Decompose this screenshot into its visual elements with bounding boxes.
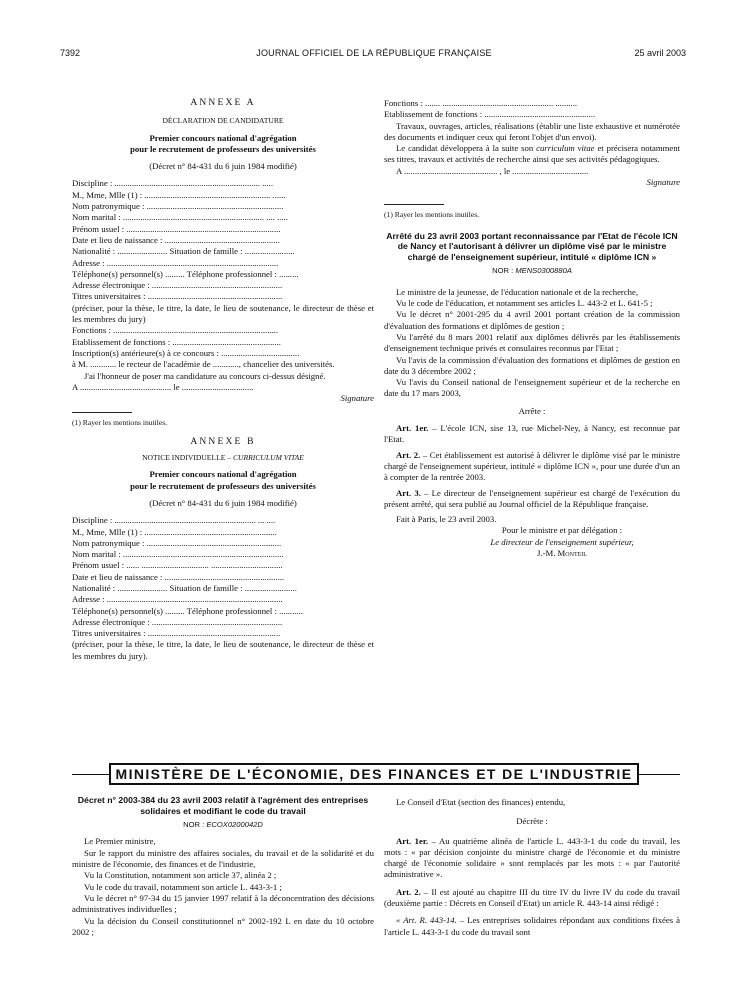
arrete-paragraph: Vu le code de l'éducation, et notamment ses articles L. 443-2 et L. 641-5 ; <box>396 298 653 309</box>
article-2 <box>384 450 680 484</box>
form-field-line: Téléphone(s) personnel(s) ......... Téléphone professionnel : ......... <box>72 268 299 279</box>
annexe-a-fonctions: Fonctions : ............................................................................ <box>72 325 279 336</box>
decret-article-1 <box>384 836 680 881</box>
candidat-text-pre: Le candidat développera à la suite son <box>396 143 537 154</box>
annexe-a-titres-note: (préciser, pour la thèse, le titre, la date, le lieu de soutenance, le directeur de thèse et les membres du jury) <box>72 302 374 325</box>
candidat-text-cv: curriculum vitae <box>536 143 595 154</box>
decret-article-r <box>384 915 680 938</box>
form-field-line: Adresse : ................................................................................. <box>72 594 283 605</box>
issue-date: 25 avril 2003 <box>634 48 686 58</box>
annexe-b-candidat <box>384 143 680 166</box>
annexe-a-etablissement: Etablissement de fonctions : .................................................. <box>72 336 281 347</box>
article-text: – L'école ICN, sise 13, rue Michel-Ney, à Nancy, est reconnue par l'Etat. <box>384 423 680 445</box>
form-field-line: M., Mme, Mlle (1) : .......................................................... ...... <box>72 189 286 200</box>
annexe-b-fonctions: Fonctions : ....... ................................................... .......... <box>384 98 578 108</box>
annexe-b-decree: (Décret n° 84-431 du 6 juin 1984 modifié) <box>149 497 297 508</box>
decret-nor <box>72 819 374 830</box>
arrete-verb: Arrête : <box>518 405 546 416</box>
form-field-line: Prénom usuel : ....................................................................... <box>72 223 281 234</box>
annexe-a-footnote: (1) Rayer les mentions inutiles. <box>72 418 168 428</box>
article-label: Art. 2. <box>396 449 421 460</box>
form-field-line: Nom patronymique : ............................................................... <box>72 201 284 212</box>
article-text: – Les entreprises solidaires répondant aux conditions fixées à l'article L. 443-3-1 du code du travail sont <box>384 915 680 937</box>
arrete-delegation: Pour le ministre et par délégation : <box>501 525 623 536</box>
decret-paragraph: Vu la Constitution, notamment son article 37, alinéa 2 ; <box>84 870 277 881</box>
annexe-a-place-date: A .......................................... le ................................. <box>72 381 254 392</box>
decret-paragraph: Vu le décret n° 97-34 du 15 janvier 1997 relatif à la déconcentration des décisions administratives individuelles ; <box>72 892 374 915</box>
annexe-a-decree: (Décret n° 84-431 du 6 juin 1984 modifié) <box>149 161 297 172</box>
form-field-line: Nom marital : ................................................................. .... ..... <box>72 212 288 223</box>
article-text: – Il est ajouté au chapitre III du titre IV du livre IV du code du travail (deuxième partie : Décrets en Conseil d'Etat) un article R. 443-14 ainsi rédigé : <box>384 886 680 909</box>
ministry-banner <box>109 763 639 785</box>
form-field-line: Adresse électronique : ............................................................ <box>72 280 283 291</box>
ministry-title: MINISTÈRE DE L'ÉCONOMIE, DES FINANCES ET DE L'INDUSTRIE <box>115 766 633 782</box>
form-field-line: Date et lieu de naissance : ..................................................... <box>72 234 280 245</box>
decret-paragraph: Le Premier ministre, <box>84 836 156 847</box>
decret-paragraph: Vu la décision du Conseil constitutionnel n° 2002-192 L en date du 10 octobre 2002 ; <box>72 915 374 937</box>
decret-article-2 <box>384 887 680 910</box>
article-text: – Au quatrième alinéa de l'article L. 443-3-1 du code du travail, les mots : « par décision conjointe du ministre chargé de l'économie et du ministre chargé de l'économie solidaire » sont remplacés par les mots : « par l'autorité administrative ». <box>384 835 680 880</box>
arrete-signataire: J.-M. Monteil <box>537 547 587 558</box>
annexe-b-place-date: A ........................................... , le ................................... <box>396 165 589 176</box>
decret-conseil: Le Conseil d'Etat (section des finances) entendu, <box>396 797 566 807</box>
article-label: « Art. R. 443-14. <box>396 915 457 926</box>
article-label: Art. 1er. <box>396 835 429 846</box>
annexe-a-subheading: DÉCLARATION DE CANDIDATURE <box>162 116 284 126</box>
footnote-rule <box>72 412 132 413</box>
form-field-line: Adresse : ............................................................................... <box>72 257 279 268</box>
article-3 <box>384 488 680 511</box>
annexe-a-signature: Signature <box>340 393 374 404</box>
annexe-a-title-line1: Premier concours national d'agrégation <box>149 132 297 143</box>
form-field-line: Téléphone(s) personnel(s) ......... Téléphone professionnel : ........... <box>72 605 303 616</box>
annexe-b-footnote: (1) Rayer les mentions inutiles. <box>384 210 480 220</box>
annexe-b-subheading-cv: CURRICULUM VITAE <box>232 453 304 463</box>
arrete-paragraph: Le ministre de la jeunesse, de l'éducation nationale et de la recherche, <box>396 286 639 297</box>
arrete-paragraph: Vu l'arrêté du 8 mars 2001 relatif aux diplômes délivrés par les établissements d'enseignement technique privés et consulaires reconnus par l'Etat ; <box>384 331 680 354</box>
annexe-b-titres-note: (préciser, pour la thèse, le titre, la date, le lieu de soutenance, le directeur de thèse et les membres du jury). <box>72 639 374 661</box>
annexe-a-inscription: Inscription(s) antérieure(s) à ce concours : .................................... <box>72 347 300 358</box>
annexe-a-heading: ANNEXE A <box>190 98 256 108</box>
right-column-bottom <box>384 797 680 938</box>
article-1 <box>384 423 680 446</box>
annexe-b-subheading <box>72 452 374 463</box>
annexe-b-travaux: Travaux, ouvrages, articles, réalisations (établir une liste exhaustive et numérotée des documents et indiquer ceux qui feront l'objet d'un envoi). <box>384 120 680 142</box>
arrete-paragraph: Vu l'avis de la commission d'évaluation des formations et diplômes de gestion en date du 3 décembre 2002 ; <box>384 354 680 376</box>
decret-paragraph: Vu le code du travail, notamment son article L. 443-3-1 ; <box>84 881 282 892</box>
annexe-b-title-line1: Premier concours national d'agrégation <box>149 469 297 480</box>
right-column <box>384 98 680 559</box>
form-field-line: Titres universitaires : ............................................................. <box>72 628 281 639</box>
decret-title: Décret n° 2003-384 du 23 avril 2003 relatif à l'agrément des entreprises solidaires et modifiant le code du travail <box>77 795 369 816</box>
form-field-line: Nom patronymique : .............................................................. <box>72 537 282 548</box>
form-field-line: Nationalité : ....................... Situation de famille : ........................ <box>72 582 297 593</box>
nor-label: NOR : <box>183 820 207 830</box>
form-field-line: Nationalité : ....................... Situation de famille : ....................... <box>72 246 295 257</box>
form-field-line: Adresse électronique : ............................................................ <box>72 616 283 627</box>
arrete-icn-title: Arrêté du 23 avril 2003 portant reconnaissance par l'Etat de l'école ICN de Nancy et l'autorisant à délivrer un diplôme visé par le ministre chargé de l'enseignement supérieur, intitulé « diplôme ICN » <box>386 230 678 262</box>
article-label: Art. 2. <box>396 886 421 897</box>
arrete-paragraph: Vu l'avis du Conseil national de l'enseignement supérieur et de la recherche en date du 17 mars 2003, <box>384 377 680 399</box>
form-field-line: Discipline : ................................................................... ..... <box>72 178 274 189</box>
annexe-a-fields <box>72 178 374 302</box>
annexe-a-title-line2: pour le recrutement de professeurs des universités <box>130 143 316 154</box>
form-field-line: Titres universitaires : .............................................................. <box>72 291 283 302</box>
nor-code: MENS0300880A <box>515 266 572 276</box>
page-number: 7392 <box>60 48 81 58</box>
annexe-b-etablissement: Etablissement de fonctions : ................................................... <box>384 109 596 120</box>
form-field-line: Date et lieu de naissance : ....................................................... <box>72 571 285 582</box>
nor-code: ECOX0200042D <box>206 820 263 830</box>
nor-label: NOR : <box>492 266 516 276</box>
left-column <box>72 98 374 662</box>
article-label: Art. 3. <box>396 487 421 498</box>
form-field-line: Discipline : ................................................................. ... .... <box>72 515 276 526</box>
form-field-line: Nom marital : .......................................................................... <box>72 549 284 560</box>
annexe-a-honneur: J'ai l'honneur de poser ma candidature au concours ci-dessus désigné. <box>84 370 326 381</box>
arrete-fait: Fait à Paris, le 23 avril 2003. <box>396 514 497 525</box>
form-field-line: M., Mme, Mlle (1) : ............................................................. <box>72 526 277 537</box>
article-label: Art. 1er. <box>396 423 429 434</box>
decret-paragraph: Sur le rapport du ministre des affaires sociales, du travail et de la solidarité et du ministre de l'économie, des finances et de l'industrie, <box>72 847 374 870</box>
decret-verb: Décrète : <box>516 816 548 827</box>
arrete-paragraph: Vu le décret n° 2001-295 du 4 avril 2001 portant création de la commission d'évaluation des formations et diplômes de gestion ; <box>384 309 680 331</box>
annexe-b-heading: ANNEXE B <box>190 436 256 447</box>
journal-title: JOURNAL OFFICIEL DE LA RÉPUBLIQUE FRANÇAISE <box>256 48 492 58</box>
annexe-b-subheading-prefix: NOTICE INDIVIDUELLE – <box>142 453 233 463</box>
annexe-b-fields <box>72 515 374 639</box>
candidat-text-post: et précisera notamment ses titres, travaux et activités de recherche ainsi que ses activités pédagogiques. <box>384 143 681 165</box>
footnote-rule <box>384 204 444 205</box>
form-field-line: Prénom usuel : ...... ............................... ................................. <box>72 560 283 571</box>
annexe-a-recteur: à M. ............ le recteur de l'académie de ............, chancelier des universités. <box>72 359 335 370</box>
article-text: – Cet établissement est autorisé à délivrer le diplôme visé par le ministre chargé de l'enseignement supérieur, intitulé « diplôme ICN », pour une durée d'un an à compter de la rentrée 2003. <box>384 449 680 483</box>
arrete-directeur: Le directeur de l'enseignement supérieur, <box>490 536 634 547</box>
left-column-bottom <box>72 795 374 938</box>
annexe-b-title-line2: pour le recrutement de professeurs des universités <box>130 480 316 491</box>
annexe-b-signature: Signature <box>646 177 680 188</box>
article-text: – Le directeur de l'enseignement supérieur est chargé de l'exécution du présent arrêté, qui sera publié au Journal officiel de la République française. <box>384 487 681 509</box>
arrete-icn-nor <box>384 265 680 276</box>
